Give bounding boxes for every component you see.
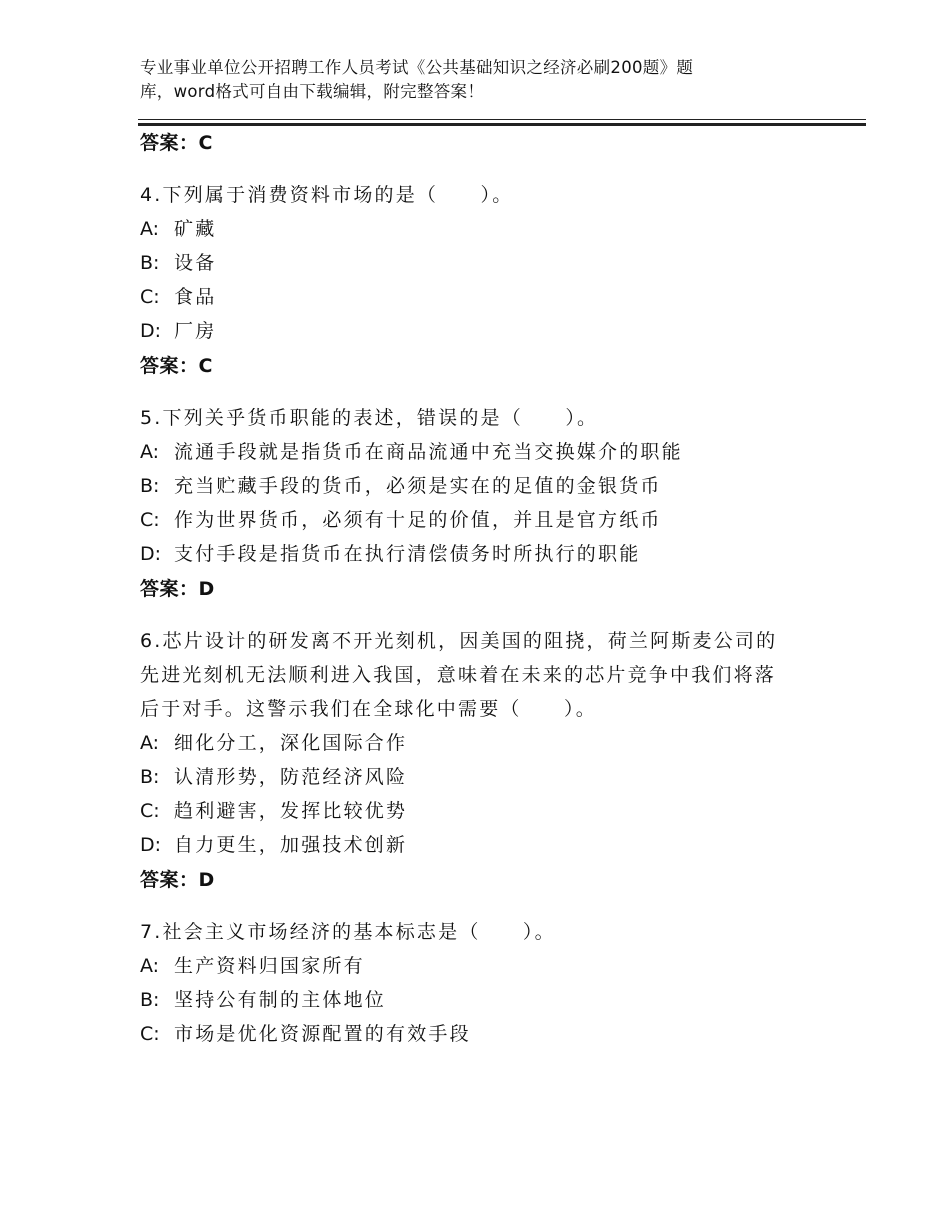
- option-b: B: 认清形势，防范经济风险: [140, 766, 408, 788]
- question-text: 7.社会主义市场经济的基本标志是（ ）。: [140, 921, 556, 943]
- previous-answer: 答案：C: [140, 132, 213, 154]
- option-c: C: 趋利避害，发挥比较优势: [140, 800, 408, 822]
- option-c: C: 食品: [140, 286, 217, 308]
- question-text-line-1: 6.芯片设计的研发离不开光刻机，因美国的阻挠，荷兰阿斯麦公司的: [140, 630, 778, 652]
- header-line-2: 库，word格式可自由下载编辑，附完整答案！: [140, 82, 485, 101]
- option-c: C: 作为世界货币，必须有十足的价值，并且是官方纸币: [140, 509, 662, 531]
- question-block: [140, 401, 840, 607]
- option-d: D: 厂房: [140, 320, 217, 342]
- spacer: [140, 607, 840, 624]
- option-a: A: 矿藏: [140, 218, 217, 240]
- question-text: 4.下列属于消费资料市场的是（ ）。: [140, 184, 514, 206]
- question-block: [140, 178, 840, 384]
- question-list: [140, 125, 840, 1051]
- page-header: [140, 56, 780, 104]
- spacer: [140, 898, 840, 915]
- option-a: A: 细化分工，深化国际合作: [140, 732, 408, 754]
- question-text-line-2: 先进光刻机无法顺利进入我国，意味着在未来的芯片竞争中我们将落: [140, 664, 777, 686]
- answer-line: 答案：C: [140, 355, 213, 377]
- option-d: D: 自力更生，加强技术创新: [140, 834, 408, 856]
- option-a: A: 流通手段就是指货币在商品流通中充当交换媒介的职能: [140, 441, 683, 463]
- option-a: A: 生产资料归国家所有: [140, 955, 365, 977]
- question-block: [140, 624, 840, 898]
- header-rule-thin: [138, 119, 866, 120]
- question-block: [140, 915, 840, 1051]
- option-d: D: 支付手段是指货币在执行清偿债务时所执行的职能: [140, 543, 641, 565]
- answer-line: 答案：D: [140, 578, 215, 600]
- question-text-line-3: 后于对手。这警示我们在全球化中需要（ ）。: [140, 698, 597, 720]
- question-text: 5.下列关乎货币职能的表述，错误的是（ ）。: [140, 407, 599, 429]
- spacer: [140, 384, 840, 401]
- option-b: B: 设备: [140, 252, 217, 274]
- spacer: [140, 161, 840, 178]
- option-c: C: 市场是优化资源配置的有效手段: [140, 1023, 471, 1045]
- option-b: B: 坚持公有制的主体地位: [140, 989, 387, 1011]
- option-b: B: 充当贮藏手段的货币，必须是实在的足值的金银货币: [140, 475, 662, 497]
- answer-line: 答案：D: [140, 869, 215, 891]
- header-line-1: 专业事业单位公开招聘工作人员考试《公共基础知识之经济必刷200题》题: [140, 58, 694, 77]
